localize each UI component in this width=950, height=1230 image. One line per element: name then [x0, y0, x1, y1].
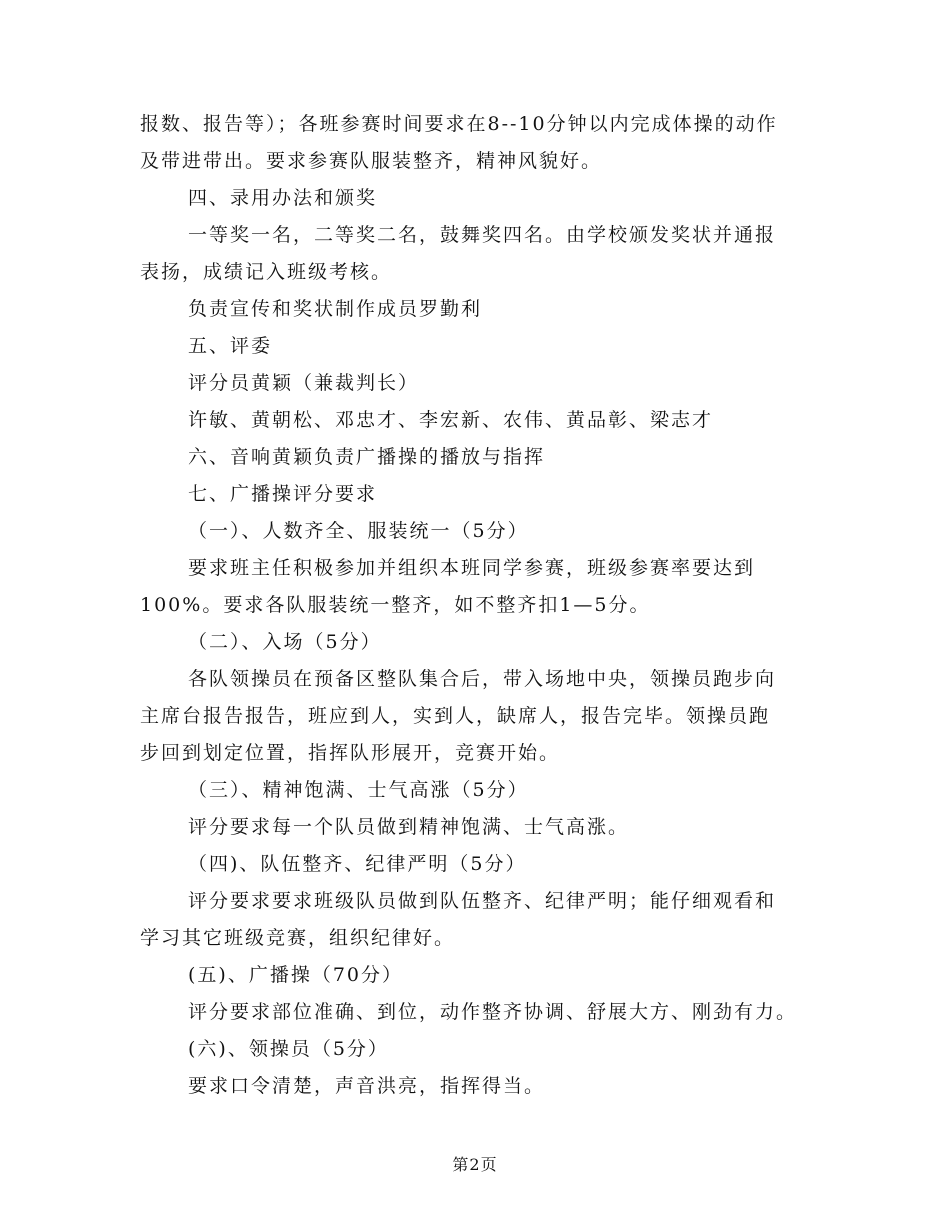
paragraph-line: 许敏、黄朝松、邓忠才、李宏新、农伟、黄品彰、梁志才: [188, 409, 714, 431]
section-heading: 五、评委: [188, 335, 273, 357]
subsection-heading: （一）、人数齐全、服装统一（5分）: [188, 520, 529, 542]
document-body: [140, 106, 820, 1105]
paragraph-line: 评分要求每一个队员做到精神饱满、士气高涨。: [188, 816, 630, 838]
subsection-heading: （二）、入场（5分）: [188, 631, 382, 653]
paragraph-line: 各队领操员在预备区整队集合后，带入场地中央，领操员跑步向: [188, 668, 777, 690]
subsection-heading: （四)、队伍整齐、纪律严明（5分）: [188, 853, 527, 875]
paragraph-line: 100%。要求各队服装统一整齐，如不整齐扣1—5分。: [140, 594, 651, 616]
section-heading: 七、广播操评分要求: [188, 483, 378, 505]
paragraph-line: 步回到划定位置，指挥队形展开，竞赛开始。: [140, 742, 561, 764]
section-heading: 六、音响黄颖负责广播操的播放与指挥: [188, 446, 546, 468]
paragraph-line: 主席台报告报告，班应到人，实到人，缺席人，报告完毕。领操员跑: [140, 705, 771, 727]
subsection-heading: (五)、广播操（70分）: [188, 964, 404, 986]
paragraph-line: 及带进带出。要求参赛队服装整齐，精神风貌好。: [140, 150, 603, 172]
section-heading: 四、录用办法和颁奖: [188, 187, 378, 209]
paragraph-line: 表扬，成绩记入班级考核。: [140, 261, 393, 283]
paragraph-line: 评分员黄颖（兼裁判长）: [188, 372, 420, 394]
paragraph-line: 学习其它班级竞赛，组织纪律好。: [140, 927, 456, 949]
page-number: 第2页: [452, 1155, 498, 1174]
paragraph-line: 评分要求部位准确、到位，动作整齐协调、舒展大方、刚劲有力。: [188, 1001, 798, 1023]
paragraph-line: 要求口令清楚，声音洪亮，指挥得当。: [188, 1075, 546, 1097]
paragraph-line: 报数、报告等）；各班参赛时间要求在8--10分钟以内完成体操的动作: [140, 113, 778, 135]
paragraph-line: 一等奖一名，二等奖二名，鼓舞奖四名。由学校颁发奖状并通报: [188, 224, 777, 246]
paragraph-line: 评分要求要求班级队员做到队伍整齐、纪律严明；能仔细观看和: [188, 890, 777, 912]
subsection-heading: （三）、精神饱满、士气高涨（5分）: [188, 779, 529, 801]
paragraph-line: 要求班主任积极参加并组织本班同学参赛，班级参赛率要达到: [188, 557, 756, 579]
paragraph-line: 负责宣传和奖状制作成员罗勤利: [188, 298, 483, 320]
subsection-heading: (六)、领操员（5分）: [188, 1038, 389, 1060]
